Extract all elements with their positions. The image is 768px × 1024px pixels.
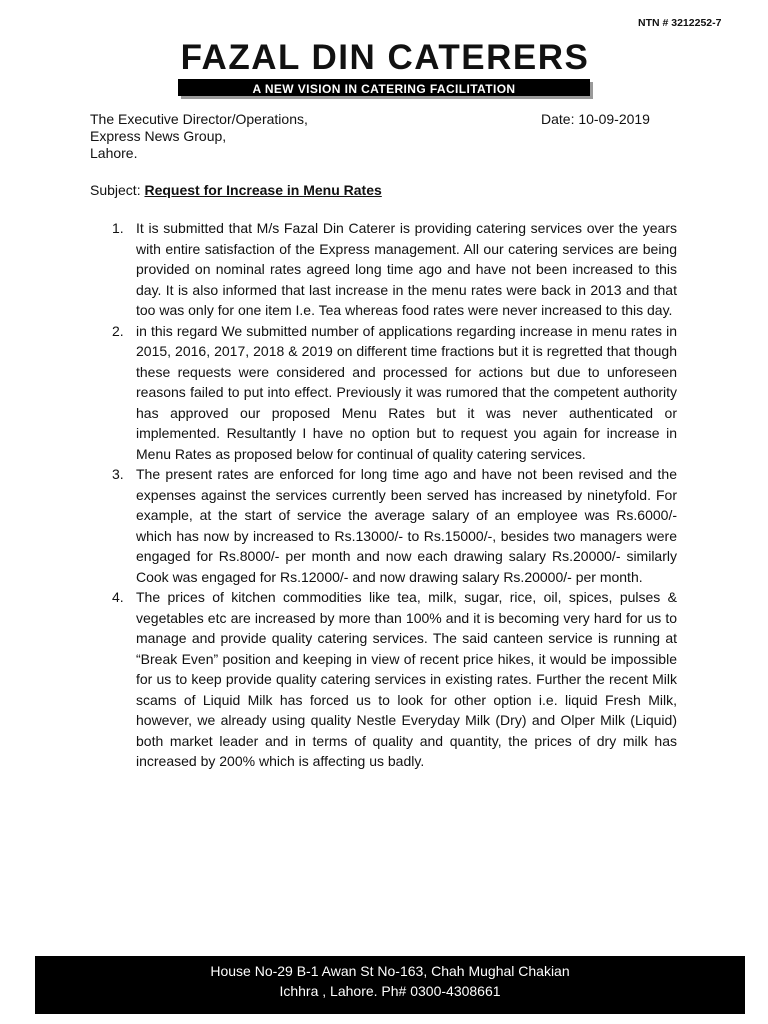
list-item <box>112 464 677 587</box>
recipient-address <box>90 111 308 162</box>
letter-date: Date: 10-09-2019 <box>541 111 650 127</box>
item-text: The present rates are enforced for long time ago and have not been revised and the expenses against the services currently been served has increased by ninetyfold. For example, at the start of service the average salary of an employee was Rs.6000/- which has now by increased to Rs.13000/- to Rs.15000/-, besides two managers were engaged for Rs.8000/- per month and now each drawing salary Rs.20000/- similarly Cook was engaged for Rs.12000/- and now drawing salary Rs.20000/- per month. <box>136 466 677 585</box>
tagline-banner <box>178 79 590 96</box>
ntn-number: NTN # 3212252-7 <box>638 17 722 29</box>
item-number: 1. <box>112 220 124 236</box>
subject-line <box>90 182 382 198</box>
recipient-line-2: Express News Group, <box>90 128 227 144</box>
list-item <box>112 218 677 321</box>
list-item <box>112 321 677 465</box>
recipient-line-1: The Executive Director/Operations, <box>90 111 308 127</box>
item-number: 3. <box>112 466 124 482</box>
footer-line-2: Ichhra , Lahore. Ph# 0300-4308661 <box>279 983 501 999</box>
subject-label: Subject: <box>90 182 141 198</box>
company-name: FAZAL DIN CATERERS <box>180 38 590 77</box>
footer-line-1: House No-29 B-1 Awan St No-163, Chah Mughal Chakian <box>210 963 570 979</box>
item-text: It is submitted that M/s Fazal Din Caterer is providing catering services over the years with entire satisfaction of the Express management. All our catering services are being provided on nominal rates agreed long time ago and have not been increased to this day. It is also informed that last increase in the menu rates were back in 2013 and that too was only for one item I.e. Tea whereas food rates were never increased to this day. <box>136 220 677 318</box>
letter-body <box>112 218 677 772</box>
item-number: 2. <box>112 322 124 339</box>
footer-address-bar <box>35 956 745 1014</box>
item-text: in this regard We submitted number of applications regarding increase in menu rates in 2015, 2016, 2017, 2018 & 2019 on different time fractions but it is regretted that though these requests were considered and processed for actions but due to unforeseen reasons failed to put into effect. Previously it was rumored that the competent authority has approved our proposed Menu Rates but it was never authenticated or implemented. Resultantly I have no option but to request you again for increase in Menu Rates as proposed below for continual of quality catering services. <box>136 322 677 462</box>
list-item <box>112 587 677 772</box>
subject-text: Request for Increase in Menu Rates <box>144 182 382 198</box>
tagline-text: A NEW VISION IN CATERING FACILITATION <box>252 82 516 96</box>
item-text: The prices of kitchen commodities like tea, milk, sugar, rice, oil, spices, pulses & vegetables etc are increased by more than 100% and it is becoming very hard for us to manage and provide quality catering services. The said canteen service is running at “Break Even” position and keeping in view of recent price hikes, it would be impossible for us to keep provide quality catering services in existing rates. Further the recent Milk scams of Liquid Milk has forced us to look for other option i.e. liquid Fresh Milk, however, we already using quality Nestle Everyday Milk (Dry) and Olper Milk (Liquid) both market leader and in terms of quality and quantity, the prices of dry milk has increased by 200% which is affecting us badly. <box>136 589 677 769</box>
recipient-line-3: Lahore. <box>90 145 138 161</box>
item-number: 4. <box>112 589 124 605</box>
